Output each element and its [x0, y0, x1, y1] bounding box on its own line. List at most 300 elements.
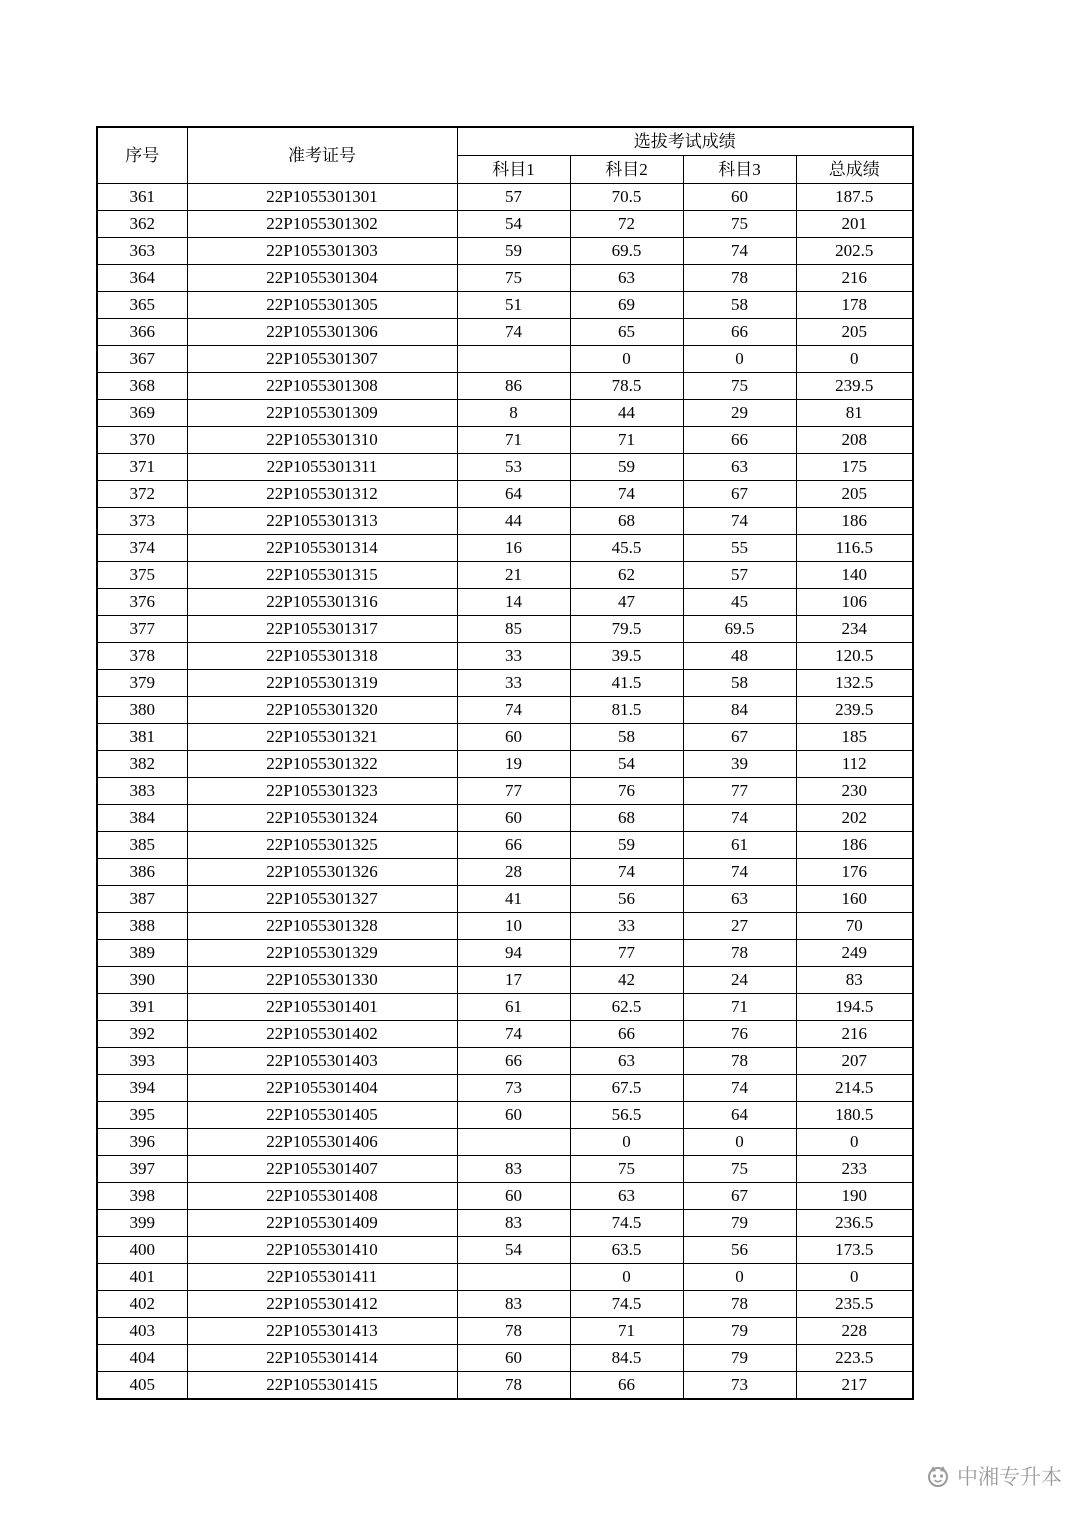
subject2-cell: 47 — [570, 589, 683, 616]
subject2-cell: 74.5 — [570, 1210, 683, 1237]
subject3-cell: 78 — [683, 940, 796, 967]
ticket-cell: 22P1055301404 — [187, 1075, 457, 1102]
total-cell: 194.5 — [796, 994, 913, 1021]
table-row — [97, 670, 913, 697]
table-row — [97, 454, 913, 481]
subject3-cell: 75 — [683, 1156, 796, 1183]
subject2-cell: 66 — [570, 1021, 683, 1048]
seq-cell: 363 — [97, 238, 187, 265]
total-cell: 81 — [796, 400, 913, 427]
ticket-cell: 22P1055301402 — [187, 1021, 457, 1048]
subject2-cell: 62 — [570, 562, 683, 589]
subject3-cell: 76 — [683, 1021, 796, 1048]
total-cell: 173.5 — [796, 1237, 913, 1264]
total-cell: 214.5 — [796, 1075, 913, 1102]
total-cell: 106 — [796, 589, 913, 616]
table-row — [97, 292, 913, 319]
ticket-cell: 22P1055301323 — [187, 778, 457, 805]
table-row — [97, 805, 913, 832]
seq-cell: 383 — [97, 778, 187, 805]
table-row — [97, 832, 913, 859]
table-row — [97, 1183, 913, 1210]
subject1-cell: 19 — [457, 751, 570, 778]
total-cell: 186 — [796, 832, 913, 859]
seq-cell: 388 — [97, 913, 187, 940]
seq-cell: 365 — [97, 292, 187, 319]
subject1-cell: 44 — [457, 508, 570, 535]
total-cell: 217 — [796, 1372, 913, 1400]
ticket-cell: 22P1055301324 — [187, 805, 457, 832]
subject2-cell: 75 — [570, 1156, 683, 1183]
total-cell: 178 — [796, 292, 913, 319]
subject3-cell: 67 — [683, 724, 796, 751]
subject1-cell: 74 — [457, 1021, 570, 1048]
subject3-cell: 74 — [683, 859, 796, 886]
subject2-cell: 0 — [570, 1129, 683, 1156]
subject1-cell: 75 — [457, 265, 570, 292]
subject2-cell: 63 — [570, 265, 683, 292]
header-subject3: 科目3 — [683, 156, 796, 184]
total-cell: 230 — [796, 778, 913, 805]
ticket-cell: 22P1055301405 — [187, 1102, 457, 1129]
subject1-cell: 21 — [457, 562, 570, 589]
table-row — [97, 1345, 913, 1372]
subject2-cell: 66 — [570, 1372, 683, 1400]
subject1-cell: 71 — [457, 427, 570, 454]
subject3-cell: 48 — [683, 643, 796, 670]
subject1-cell: 66 — [457, 1048, 570, 1075]
table-row — [97, 1237, 913, 1264]
table-row — [97, 346, 913, 373]
seq-cell: 371 — [97, 454, 187, 481]
subject2-cell: 77 — [570, 940, 683, 967]
total-cell: 236.5 — [796, 1210, 913, 1237]
subject3-cell: 75 — [683, 211, 796, 238]
seq-cell: 403 — [97, 1318, 187, 1345]
seq-cell: 366 — [97, 319, 187, 346]
table-row — [97, 265, 913, 292]
subject2-cell: 84.5 — [570, 1345, 683, 1372]
table-row — [97, 1156, 913, 1183]
subject1-cell: 54 — [457, 211, 570, 238]
subject1-cell: 60 — [457, 805, 570, 832]
seq-cell: 381 — [97, 724, 187, 751]
table-row — [97, 1129, 913, 1156]
table-row — [97, 778, 913, 805]
subject3-cell: 45 — [683, 589, 796, 616]
subject1-cell: 85 — [457, 616, 570, 643]
total-cell: 205 — [796, 481, 913, 508]
total-cell: 180.5 — [796, 1102, 913, 1129]
subject3-cell: 79 — [683, 1210, 796, 1237]
subject3-cell: 57 — [683, 562, 796, 589]
subject2-cell: 0 — [570, 346, 683, 373]
seq-cell: 400 — [97, 1237, 187, 1264]
table-row — [97, 1021, 913, 1048]
total-cell: 185 — [796, 724, 913, 751]
seq-cell: 404 — [97, 1345, 187, 1372]
subject2-cell: 69 — [570, 292, 683, 319]
subject1-cell: 60 — [457, 1102, 570, 1129]
subject3-cell: 74 — [683, 805, 796, 832]
subject3-cell: 27 — [683, 913, 796, 940]
subject3-cell: 60 — [683, 184, 796, 211]
table-row — [97, 697, 913, 724]
subject3-cell: 24 — [683, 967, 796, 994]
header-subject2: 科目2 — [570, 156, 683, 184]
subject3-cell: 0 — [683, 1129, 796, 1156]
header-seq: 序号 — [97, 127, 187, 184]
header-total: 总成绩 — [796, 156, 913, 184]
ticket-cell: 22P1055301414 — [187, 1345, 457, 1372]
subject3-cell: 67 — [683, 1183, 796, 1210]
subject2-cell: 58 — [570, 724, 683, 751]
total-cell: 175 — [796, 454, 913, 481]
subject3-cell: 74 — [683, 1075, 796, 1102]
subject1-cell: 10 — [457, 913, 570, 940]
ticket-cell: 22P1055301317 — [187, 616, 457, 643]
subject2-cell: 54 — [570, 751, 683, 778]
total-cell: 223.5 — [796, 1345, 913, 1372]
total-cell: 112 — [796, 751, 913, 778]
subject2-cell: 33 — [570, 913, 683, 940]
ticket-cell: 22P1055301320 — [187, 697, 457, 724]
total-cell: 216 — [796, 265, 913, 292]
seq-cell: 393 — [97, 1048, 187, 1075]
ticket-cell: 22P1055301322 — [187, 751, 457, 778]
total-cell: 160 — [796, 886, 913, 913]
table-row — [97, 481, 913, 508]
subject3-cell: 58 — [683, 670, 796, 697]
subject1-cell: 59 — [457, 238, 570, 265]
subject3-cell: 75 — [683, 373, 796, 400]
seq-cell: 379 — [97, 670, 187, 697]
ticket-cell: 22P1055301326 — [187, 859, 457, 886]
table-row — [97, 319, 913, 346]
subject2-cell: 65 — [570, 319, 683, 346]
subject3-cell: 67 — [683, 481, 796, 508]
ticket-cell: 22P1055301415 — [187, 1372, 457, 1400]
subject1-cell: 83 — [457, 1210, 570, 1237]
subject2-cell: 78.5 — [570, 373, 683, 400]
seq-cell: 377 — [97, 616, 187, 643]
subject3-cell: 78 — [683, 265, 796, 292]
subject2-cell: 39.5 — [570, 643, 683, 670]
seq-cell: 389 — [97, 940, 187, 967]
table-row — [97, 643, 913, 670]
ticket-cell: 22P1055301312 — [187, 481, 457, 508]
seq-cell: 399 — [97, 1210, 187, 1237]
subject2-cell: 63.5 — [570, 1237, 683, 1264]
subject2-cell: 63 — [570, 1183, 683, 1210]
subject2-cell: 45.5 — [570, 535, 683, 562]
seq-cell: 392 — [97, 1021, 187, 1048]
subject1-cell — [457, 346, 570, 373]
seq-cell: 386 — [97, 859, 187, 886]
seq-cell: 401 — [97, 1264, 187, 1291]
table-row — [97, 751, 913, 778]
subject1-cell: 14 — [457, 589, 570, 616]
subject1-cell: 78 — [457, 1318, 570, 1345]
subject2-cell: 79.5 — [570, 616, 683, 643]
ticket-cell: 22P1055301319 — [187, 670, 457, 697]
table-row — [97, 1318, 913, 1345]
table-row — [97, 184, 913, 211]
subject1-cell: 57 — [457, 184, 570, 211]
total-cell: 249 — [796, 940, 913, 967]
subject1-cell: 78 — [457, 1372, 570, 1400]
total-cell: 186 — [796, 508, 913, 535]
total-cell: 201 — [796, 211, 913, 238]
subject2-cell: 68 — [570, 805, 683, 832]
subject3-cell: 77 — [683, 778, 796, 805]
ticket-cell: 22P1055301327 — [187, 886, 457, 913]
watermark — [925, 1461, 1062, 1491]
table-row — [97, 724, 913, 751]
subject1-cell — [457, 1264, 570, 1291]
subject2-cell: 41.5 — [570, 670, 683, 697]
seq-cell: 391 — [97, 994, 187, 1021]
subject2-cell: 62.5 — [570, 994, 683, 1021]
subject1-cell: 41 — [457, 886, 570, 913]
ticket-cell: 22P1055301321 — [187, 724, 457, 751]
subject3-cell: 63 — [683, 454, 796, 481]
subject3-cell: 74 — [683, 238, 796, 265]
table-row — [97, 373, 913, 400]
ticket-cell: 22P1055301328 — [187, 913, 457, 940]
table-row — [97, 562, 913, 589]
subject2-cell: 71 — [570, 427, 683, 454]
seq-cell: 364 — [97, 265, 187, 292]
total-cell: 83 — [796, 967, 913, 994]
table-row — [97, 1210, 913, 1237]
subject1-cell: 60 — [457, 724, 570, 751]
seq-cell: 384 — [97, 805, 187, 832]
seq-cell: 390 — [97, 967, 187, 994]
ticket-cell: 22P1055301413 — [187, 1318, 457, 1345]
ticket-cell: 22P1055301314 — [187, 535, 457, 562]
ticket-cell: 22P1055301302 — [187, 211, 457, 238]
seq-cell: 398 — [97, 1183, 187, 1210]
subject2-cell: 81.5 — [570, 697, 683, 724]
ticket-cell: 22P1055301304 — [187, 265, 457, 292]
total-cell: 202.5 — [796, 238, 913, 265]
subject1-cell: 51 — [457, 292, 570, 319]
seq-cell: 397 — [97, 1156, 187, 1183]
table-row — [97, 1372, 913, 1400]
subject3-cell: 61 — [683, 832, 796, 859]
subject3-cell: 66 — [683, 427, 796, 454]
ticket-cell: 22P1055301308 — [187, 373, 457, 400]
ticket-cell: 22P1055301407 — [187, 1156, 457, 1183]
ticket-cell: 22P1055301401 — [187, 994, 457, 1021]
subject1-cell: 60 — [457, 1183, 570, 1210]
seq-cell: 382 — [97, 751, 187, 778]
table-row — [97, 994, 913, 1021]
subject1-cell: 61 — [457, 994, 570, 1021]
score-table-body — [97, 184, 913, 1400]
ticket-cell: 22P1055301306 — [187, 319, 457, 346]
subject2-cell: 42 — [570, 967, 683, 994]
header-scores-group: 选拔考试成绩 — [457, 127, 913, 156]
table-row — [97, 859, 913, 886]
table-row — [97, 400, 913, 427]
ticket-cell: 22P1055301406 — [187, 1129, 457, 1156]
subject1-cell: 77 — [457, 778, 570, 805]
total-cell: 239.5 — [796, 697, 913, 724]
seq-cell: 394 — [97, 1075, 187, 1102]
subject2-cell: 59 — [570, 454, 683, 481]
total-cell: 216 — [796, 1021, 913, 1048]
seq-cell: 375 — [97, 562, 187, 589]
ticket-cell: 22P1055301408 — [187, 1183, 457, 1210]
subject1-cell: 74 — [457, 697, 570, 724]
subject1-cell: 33 — [457, 643, 570, 670]
subject1-cell: 73 — [457, 1075, 570, 1102]
subject3-cell: 73 — [683, 1372, 796, 1400]
seq-cell: 396 — [97, 1129, 187, 1156]
subject1-cell: 33 — [457, 670, 570, 697]
total-cell: 132.5 — [796, 670, 913, 697]
subject2-cell: 56 — [570, 886, 683, 913]
seq-cell: 378 — [97, 643, 187, 670]
ticket-cell: 22P1055301330 — [187, 967, 457, 994]
table-row — [97, 427, 913, 454]
total-cell: 70 — [796, 913, 913, 940]
subject2-cell: 67.5 — [570, 1075, 683, 1102]
table-row — [97, 940, 913, 967]
total-cell: 207 — [796, 1048, 913, 1075]
ticket-cell: 22P1055301412 — [187, 1291, 457, 1318]
seq-cell: 387 — [97, 886, 187, 913]
seq-cell: 405 — [97, 1372, 187, 1400]
seq-cell: 361 — [97, 184, 187, 211]
seq-cell: 369 — [97, 400, 187, 427]
total-cell: 187.5 — [796, 184, 913, 211]
subject3-cell: 69.5 — [683, 616, 796, 643]
total-cell: 0 — [796, 1264, 913, 1291]
subject1-cell: 83 — [457, 1156, 570, 1183]
table-row — [97, 1264, 913, 1291]
table-row — [97, 211, 913, 238]
ticket-cell: 22P1055301309 — [187, 400, 457, 427]
ticket-cell: 22P1055301410 — [187, 1237, 457, 1264]
subject3-cell: 66 — [683, 319, 796, 346]
table-row — [97, 1075, 913, 1102]
total-cell: 228 — [796, 1318, 913, 1345]
subject2-cell: 63 — [570, 1048, 683, 1075]
ticket-cell: 22P1055301311 — [187, 454, 457, 481]
table-row — [97, 238, 913, 265]
ticket-cell: 22P1055301313 — [187, 508, 457, 535]
header-row-group — [97, 127, 913, 156]
ticket-cell: 22P1055301329 — [187, 940, 457, 967]
ticket-cell: 22P1055301305 — [187, 292, 457, 319]
subject3-cell: 55 — [683, 535, 796, 562]
ticket-cell: 22P1055301303 — [187, 238, 457, 265]
total-cell: 176 — [796, 859, 913, 886]
seq-cell: 374 — [97, 535, 187, 562]
subject2-cell: 72 — [570, 211, 683, 238]
ticket-cell: 22P1055301301 — [187, 184, 457, 211]
seq-cell: 368 — [97, 373, 187, 400]
total-cell: 208 — [796, 427, 913, 454]
ticket-cell: 22P1055301307 — [187, 346, 457, 373]
total-cell: 0 — [796, 1129, 913, 1156]
header-ticket: 准考证号 — [187, 127, 457, 184]
total-cell: 120.5 — [796, 643, 913, 670]
subject2-cell: 44 — [570, 400, 683, 427]
subject1-cell: 53 — [457, 454, 570, 481]
subject1-cell: 17 — [457, 967, 570, 994]
table-row — [97, 1102, 913, 1129]
subject1-cell: 74 — [457, 319, 570, 346]
ticket-cell: 22P1055301325 — [187, 832, 457, 859]
seq-cell: 373 — [97, 508, 187, 535]
total-cell: 205 — [796, 319, 913, 346]
subject3-cell: 71 — [683, 994, 796, 1021]
table-row — [97, 1291, 913, 1318]
table-row — [97, 913, 913, 940]
subject3-cell: 74 — [683, 508, 796, 535]
ticket-cell: 22P1055301310 — [187, 427, 457, 454]
score-sheet — [96, 126, 912, 1400]
subject2-cell: 68 — [570, 508, 683, 535]
total-cell: 0 — [796, 346, 913, 373]
table-row — [97, 967, 913, 994]
subject3-cell: 58 — [683, 292, 796, 319]
subject1-cell — [457, 1129, 570, 1156]
total-cell: 140 — [796, 562, 913, 589]
table-row — [97, 508, 913, 535]
subject3-cell: 84 — [683, 697, 796, 724]
subject2-cell: 70.5 — [570, 184, 683, 211]
subject3-cell: 39 — [683, 751, 796, 778]
subject3-cell: 0 — [683, 346, 796, 373]
subject1-cell: 66 — [457, 832, 570, 859]
seq-cell: 380 — [97, 697, 187, 724]
ticket-cell: 22P1055301403 — [187, 1048, 457, 1075]
subject3-cell: 63 — [683, 886, 796, 913]
table-row — [97, 589, 913, 616]
subject3-cell: 79 — [683, 1318, 796, 1345]
subject1-cell: 16 — [457, 535, 570, 562]
table-row — [97, 535, 913, 562]
subject3-cell: 64 — [683, 1102, 796, 1129]
subject2-cell: 74.5 — [570, 1291, 683, 1318]
watermark-text: 中湘专升本 — [957, 1466, 1062, 1489]
total-cell: 190 — [796, 1183, 913, 1210]
ticket-cell: 22P1055301318 — [187, 643, 457, 670]
subject2-cell: 76 — [570, 778, 683, 805]
subject2-cell: 74 — [570, 859, 683, 886]
seq-cell: 372 — [97, 481, 187, 508]
total-cell: 202 — [796, 805, 913, 832]
subject2-cell: 56.5 — [570, 1102, 683, 1129]
subject2-cell: 69.5 — [570, 238, 683, 265]
ticket-cell: 22P1055301411 — [187, 1264, 457, 1291]
subject1-cell: 83 — [457, 1291, 570, 1318]
subject1-cell: 54 — [457, 1237, 570, 1264]
table-row — [97, 1048, 913, 1075]
score-table — [96, 126, 914, 1400]
subject1-cell: 60 — [457, 1345, 570, 1372]
seq-cell: 376 — [97, 589, 187, 616]
subject1-cell: 8 — [457, 400, 570, 427]
table-row — [97, 616, 913, 643]
ticket-cell: 22P1055301409 — [187, 1210, 457, 1237]
total-cell: 235.5 — [796, 1291, 913, 1318]
